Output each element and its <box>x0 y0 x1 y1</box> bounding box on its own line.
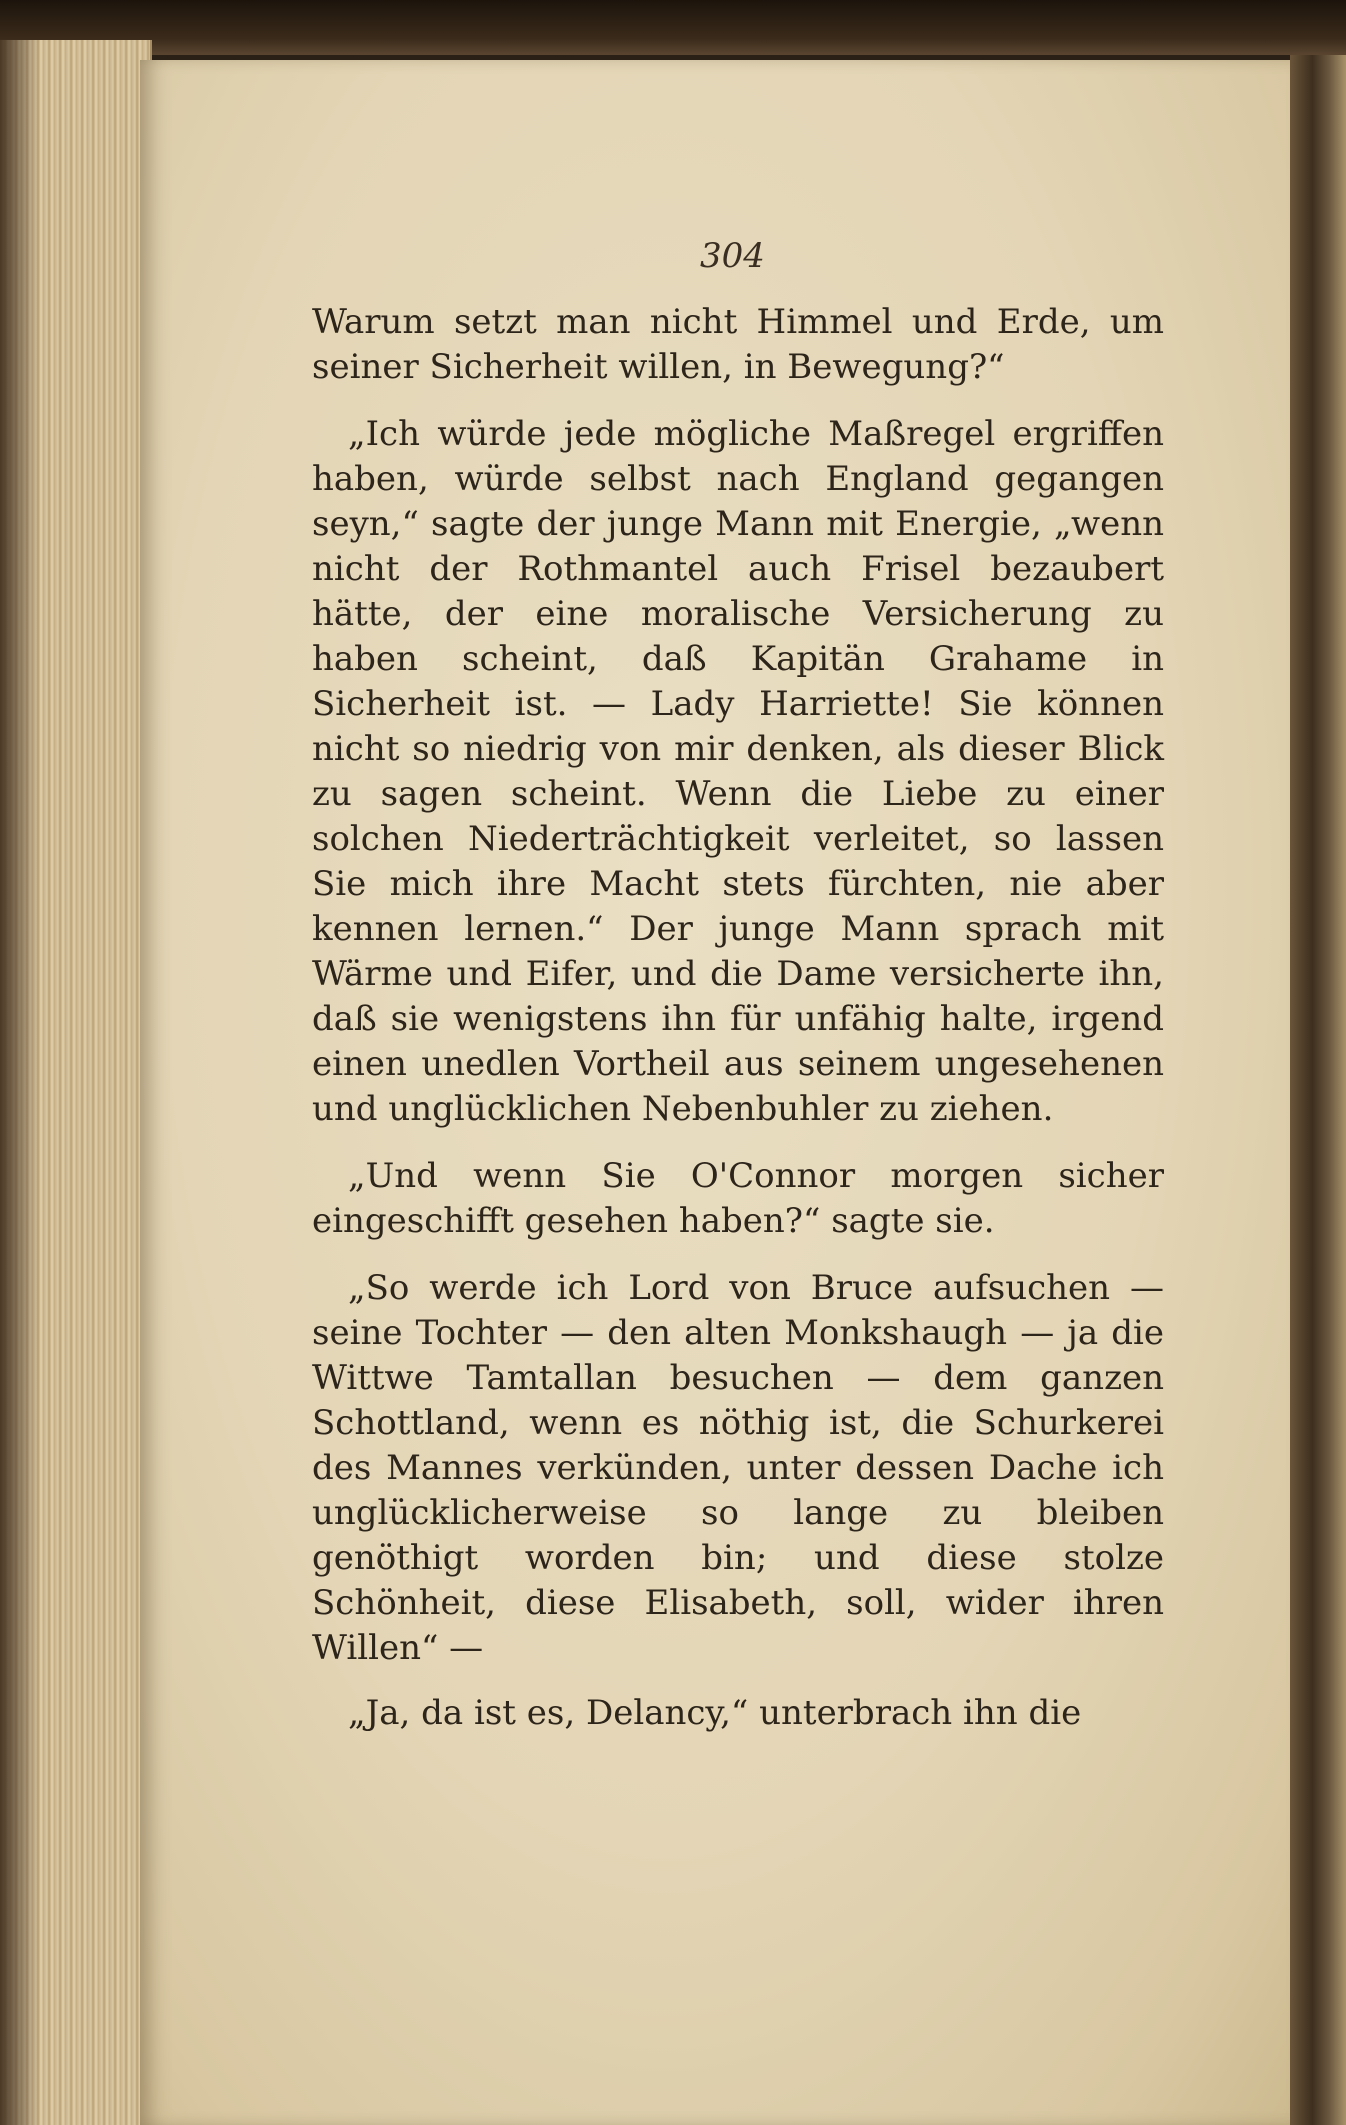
paragraph-1: Warum setzt man nicht Himmel und Erde, um seiner Sicherheit willen, in Bewegung?“ <box>312 302 1164 387</box>
page-block-shadow <box>0 40 40 2125</box>
book-cover-edge <box>0 0 1346 55</box>
paragraph-3: „Und wenn Sie O'Connor morgen sicher eingeschifft gesehen haben?“ sagte sie. <box>312 1156 1164 1241</box>
page-number: 304 <box>700 236 765 276</box>
paragraph-4: „So werde ich Lord von Bruce aufsuchen — seine Tochter — den alten Monkshaugh — ja die Wittwe Tamtallan besuchen — dem ganzen Schottland, wenn es nöthig ist, die Schurkerei des Mannes verkünden, unter dessen Dache ich unglücklicherweise so lange zu bleiben genöthigt worden bin; und diese stolze Schönheit, diese Elisabeth, soll, wider ihren Willen“ — <box>312 1268 1164 1668</box>
book-gutter <box>1290 55 1346 2125</box>
paragraph-2: „Ich würde jede mögliche Maßregel ergriffen haben, würde selbst nach England gegangen seyn,“ sagte der junge Mann mit Energie, „wenn nicht der Rothmantel auch Frisel bezaubert hätte, der eine moralische Versicherung zu haben scheint, daß Kapitän Grahame in Sicherheit ist. — Lady Harriette! Sie können nicht so niedrig von mir denken, als dieser Blick zu sagen scheint. Wenn die Liebe zu einer solchen Niederträchtigkeit verleitet, so lassen Sie mich ihre Macht stets fürchten, nie aber kennen lernen.“ Der junge Mann sprach mit Wärme und Eifer, und die Dame versicherte ihn, daß sie wenigstens ihn für unfähig halte, irgend einen unedlen Vortheil aus seinem ungesehenen und unglücklichen Nebenbuhler zu ziehen. <box>312 414 1164 1129</box>
page-text <box>312 300 1164 1736</box>
paragraph-5: „Ja, da ist es, Delancy,“ unterbrach ihn die <box>348 1693 1082 1733</box>
